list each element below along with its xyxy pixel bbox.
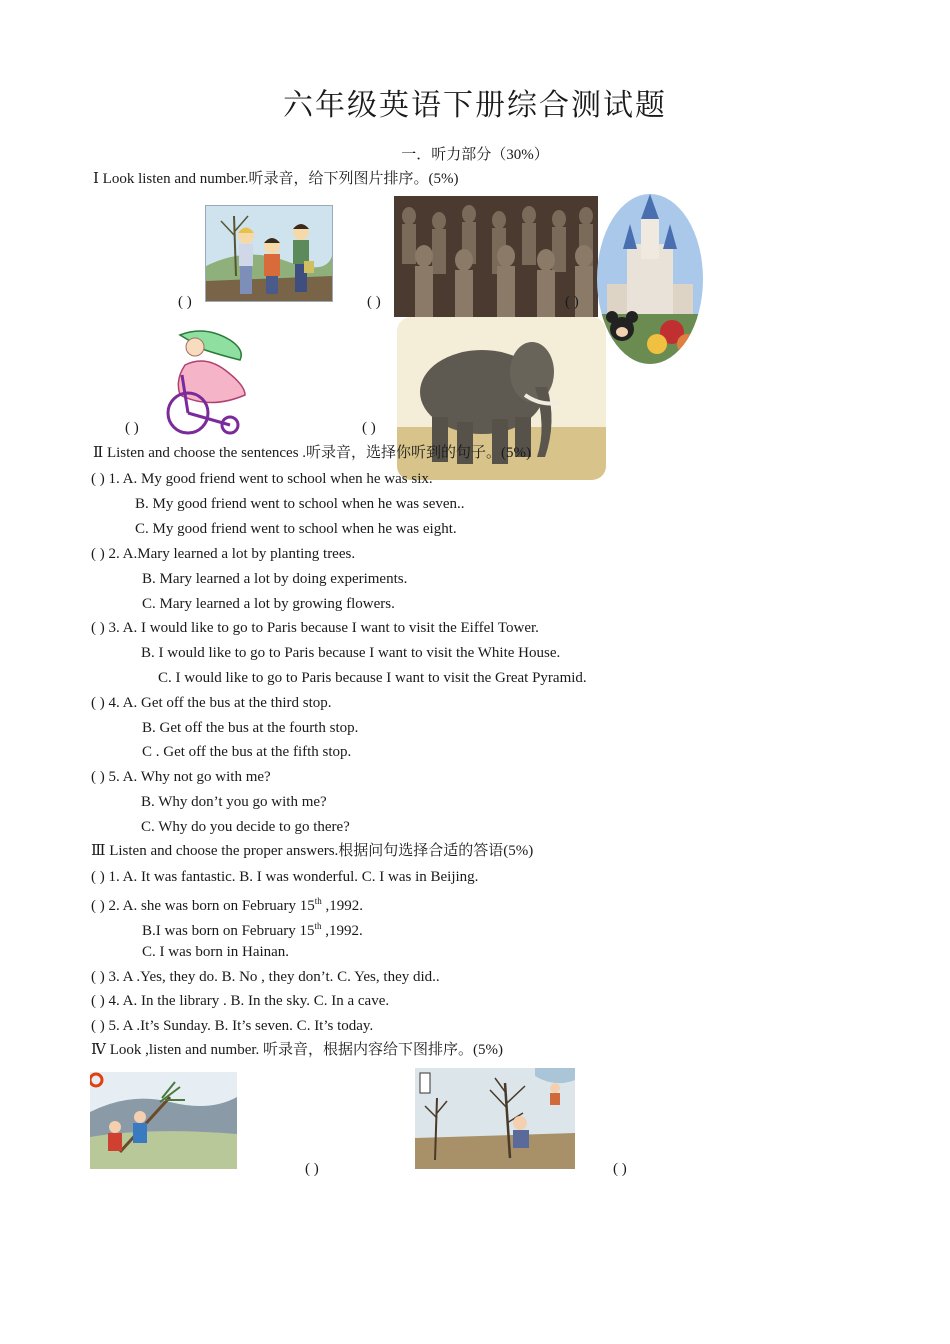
p2-line: ( ) 2. A.Mary learned a lot by planting trees. — [91, 546, 356, 562]
p3-line: C. I was born in Hainan. — [142, 944, 290, 960]
p2-line: B. My good friend went to school when he was seven.. — [135, 496, 465, 512]
p2-line: ( ) 1. A. My good friend went to school when he was six. — [91, 471, 433, 487]
p2-line: C. Why do you decide to go there? — [141, 819, 350, 835]
part1-heading: Ⅰ Look listen and number.听录音，给下列图片排序。(5%) — [93, 171, 459, 187]
kids-carrying-tree-image — [90, 1072, 237, 1169]
p3-line: ( ) 1. A. It was fantastic. B. I was wonderful. C. I was in Beijing. — [91, 869, 479, 885]
p3-line: ( ) 4. A. In the library . B. In the sky. C. In a cave. — [91, 993, 390, 1009]
blank-3[interactable]: ( ) — [565, 294, 579, 310]
p2-line: C. I would like to go to Paris because I want to visit the Great Pyramid. — [158, 670, 587, 686]
p2-line: C. My good friend went to school when he was eight. — [135, 521, 457, 537]
part4-heading: Ⅳ Look ,listen and number. 听录音，根据内容给下图排序。(5%) — [91, 1042, 504, 1058]
year-text: ,1992. — [321, 898, 363, 914]
blank-1[interactable]: ( ) — [178, 294, 192, 310]
section-title: 一．听力部分（30%） — [401, 147, 549, 163]
p2-line: B. I would like to go to Paris because I want to visit the White House. — [141, 645, 561, 661]
page-title: 六年级英语下册综合测试题 — [283, 88, 667, 123]
superscript: th — [314, 921, 322, 931]
part3-heading: Ⅲ Listen and choose the proper answers.根据问句选择合适的答语(5%) — [91, 843, 534, 859]
p3-line-text: ( ) 2. A. she was born on February 15 — [91, 898, 315, 914]
p3-line-text: B.I was born on February 15 — [142, 923, 315, 939]
blank-4[interactable]: ( ) — [125, 420, 139, 436]
blank-5[interactable]: ( ) — [362, 420, 376, 436]
p2-line: ( ) 5. A. Why not go with me? — [91, 769, 271, 785]
p3-line — [142, 917, 363, 940]
blank-2[interactable]: ( ) — [367, 294, 381, 310]
blank-7[interactable]: ( ) — [613, 1161, 627, 1177]
girl-on-bicycle-image — [150, 325, 254, 437]
p2-line: B. Why don’t you go with me? — [141, 794, 327, 810]
children-planting-image — [205, 205, 333, 302]
disneyland-castle-image — [597, 194, 703, 364]
superscript: th — [314, 896, 322, 906]
boy-planting-tree-image — [415, 1068, 575, 1169]
p2-line: B. Mary learned a lot by doing experiments. — [142, 571, 408, 587]
part2-heading: Ⅱ Listen and choose the sentences .听录音，选择你听到的句子。(5%) — [93, 445, 532, 461]
p2-line: C. Mary learned a lot by growing flowers. — [142, 596, 395, 612]
p3-line: ( ) 5. A .It’s Sunday. B. It’s seven. C. It’s today. — [91, 1018, 374, 1034]
p2-line: ( ) 3. A. I would like to go to Paris because I want to visit the Eiffel Tower. — [91, 620, 539, 636]
p2-line: ( ) 4. A. Get off the bus at the third stop. — [91, 695, 332, 711]
blank-6[interactable]: ( ) — [305, 1161, 319, 1177]
p2-line: B. Get off the bus at the fourth stop. — [142, 720, 359, 736]
p3-line — [91, 892, 363, 915]
p2-line: C . Get off the bus at the fifth stop. — [142, 744, 352, 760]
year-text: ,1992. — [321, 923, 363, 939]
p3-line: ( ) 3. A .Yes, they do. B. No , they don’t. C. Yes, they did.. — [91, 969, 440, 985]
